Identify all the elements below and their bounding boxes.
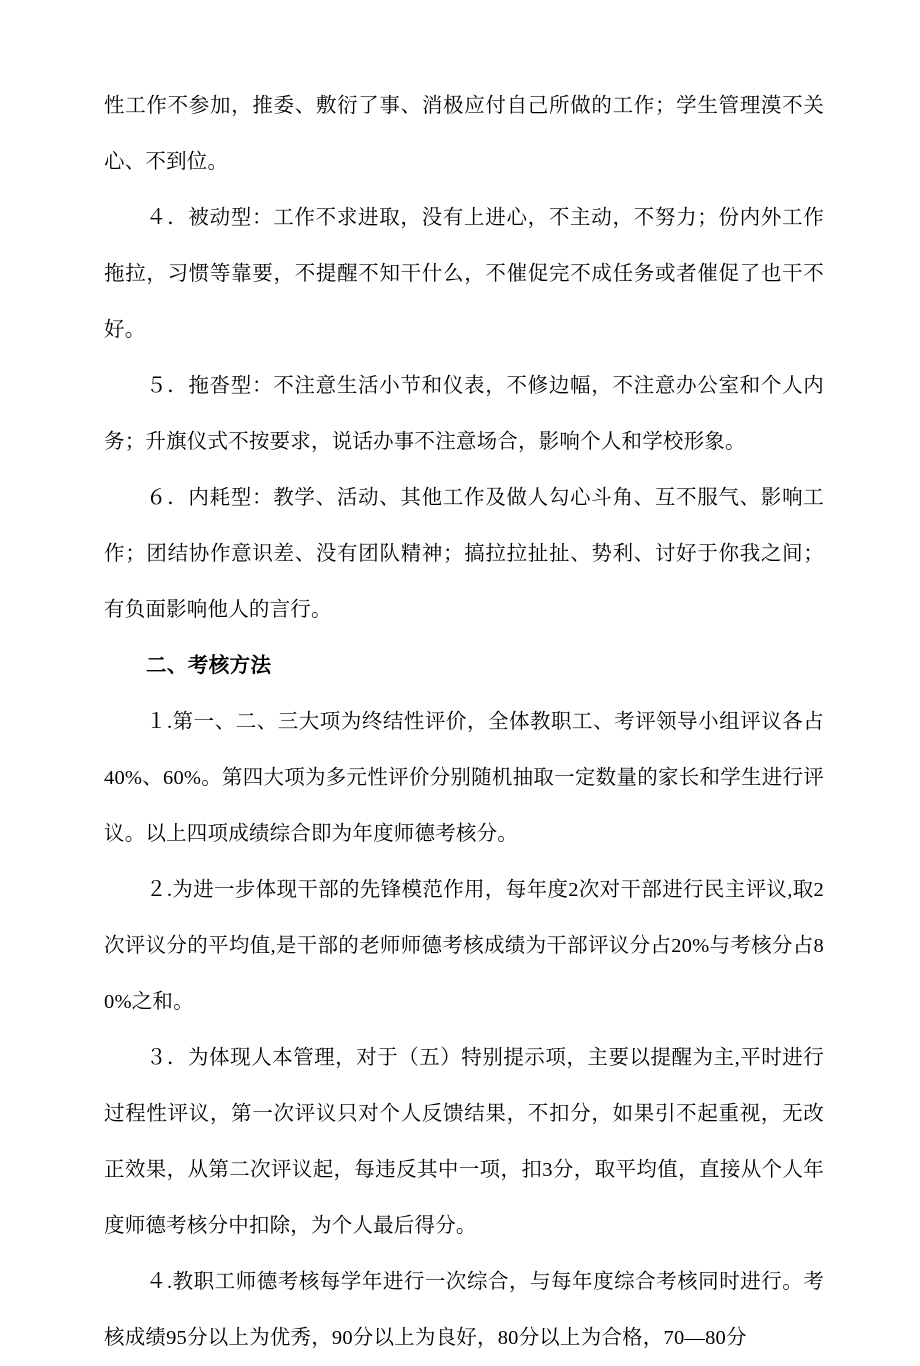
paragraph-method-1: １.第一、二、三大项为终结性评价，全体教职工、考评领导小组评议各占40%、60%。第四大项为多元性评价分别随机抽取一定数量的家长和学生进行评议。以上四项成绩综合即为年度师德考核分。 [104,711,824,845]
paragraph-continued: 性工作不参加，推委、敷衍了事、消极应付自己所做的工作；学生管理漠不关心、不到位。 [104,95,824,173]
paragraph-item-6-infighting: ６．内耗型：教学、活动、其他工作及做人勾心斗角、互不服气、影响工作；团结协作意识差、没有团队精神；搞拉拉扯扯、势利、讨好于你我之间；有负面影响他人的言行。 [104,487,824,621]
paragraph-method-4: ４.教职工师德考核每学年进行一次综合，与每年度综合考核同时进行。考核成绩95分以上为优秀，90分以上为良好，80分以上为合格，70—80分 [104,1271,824,1349]
paragraph-item-5-sloppy: ５．拖沓型：不注意生活小节和仪表，不修边幅，不注意办公室和个人内务；升旗仪式不按要求，说话办事不注意场合，影响个人和学校形象。 [104,375,824,453]
paragraph-method-3: ３．为体现人本管理，对于（五）特别提示项，主要以提醒为主,平时进行过程性评议，第一次评议只对个人反馈结果，不扣分，如果引不起重视，无改正效果，从第二次评议起，每违反其中一项，扣3分，取平均值，直接从个人年度师德考核分中扣除，为个人最后得分。 [104,1047,824,1237]
paragraph-method-2: ２.为进一步体现干部的先锋模范作用，每年度2次对干部进行民主评议,取2次评议分的平均值,是干部的老师师德考核成绩为干部评议分占20%与考核分占80%之和。 [104,879,824,1013]
paragraph-item-4-passive: ４．被动型：工作不求进取，没有上进心，不主动，不努力；份内外工作拖拉，习惯等靠要，不提醒不知干什么，不催促完不成任务或者催促了也干不好。 [104,207,824,341]
section-heading-assessment-method: 二、考核方法 [146,655,272,677]
